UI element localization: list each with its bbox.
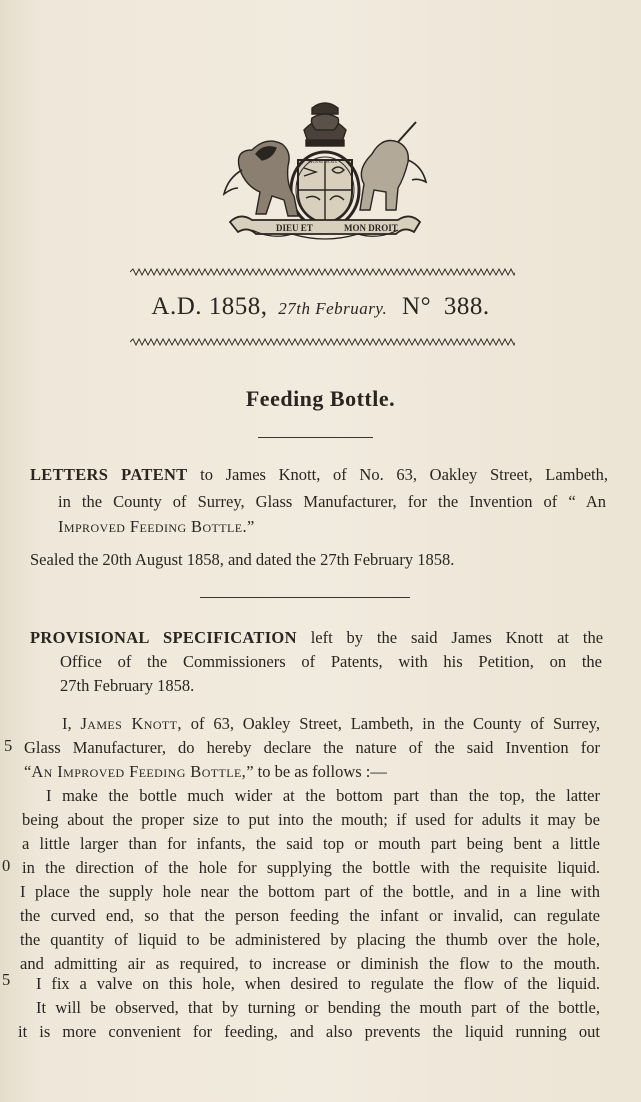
- body-line-3: [24, 760, 387, 784]
- heading-ad: A.D.: [151, 293, 203, 320]
- emblem-motto-right: MON DROIT: [344, 223, 398, 233]
- body-line-11: and admitting air as required, to increase or diminish the flow to the mouth.: [20, 954, 600, 973]
- body-line-13: It will be observed, that by turning or bending the mouth part of the bottle,: [36, 998, 600, 1017]
- body-line-2: Glass Manufacturer, do hereby declare the nature of the said Invention for: [24, 738, 600, 757]
- patent-heading: [0, 293, 641, 321]
- wavy-rule-top: [130, 268, 515, 276]
- body-line-1-start: I,: [62, 714, 72, 733]
- letters-patent-line-2: in the County of Surrey, Glass Manufacturer, for the Invention of “ An: [58, 492, 606, 511]
- heading-number: 388.: [443, 293, 490, 320]
- heading-year: 1858,: [208, 293, 268, 320]
- body-line-10: the quantity of liquid to be administered by placing the thumb over the hole,: [20, 930, 600, 949]
- provisional-line-3: 27th February 1858.: [60, 676, 195, 695]
- section-rule: [200, 597, 410, 598]
- body-line-1-rest: of 63, Oakley Street, Lambeth, in the County of Surrey,: [190, 714, 601, 733]
- body-line-4: I make the bottle much wider at the bottom part than the top, the latter: [46, 786, 600, 805]
- provisional-line-2: Office of the Commissioners of Patents, with his Petition, on the: [60, 652, 602, 671]
- sealed-line: Sealed the 20th August 1858, and dated the 27th February 1858.: [30, 550, 455, 569]
- margin-line-number: 5: [4, 736, 13, 755]
- heading-number-label: N°: [402, 293, 432, 320]
- provisional-lead: PROVISIONAL SPECIFICATION: [30, 628, 297, 647]
- body-line-12: I fix a valve on this hole, when desired to regulate the flow of the liquid.: [36, 974, 600, 993]
- body-line-9: the curved end, so that the person feeding the infant or invalid, can regulate: [20, 906, 600, 925]
- provisional-line-1: [30, 626, 603, 650]
- invention-name-close: ”: [246, 517, 255, 536]
- wavy-rule-bottom: [130, 338, 515, 346]
- letters-patent-line-1-text: to James Knott, of No. 63, Oakley Street, Lambeth,: [200, 465, 609, 484]
- body-line-3-end: ” to be as follows :—: [246, 762, 387, 781]
- body-line-5: being about the proper size to put into the mouth; if used for adults it may be: [22, 810, 600, 829]
- body-line-3-open: “: [24, 762, 32, 781]
- letters-patent-lead: LETTERS PATENT: [30, 465, 188, 484]
- provisional-line-1-text: left by the said James Knott at the: [310, 628, 604, 647]
- title-rule: [258, 437, 373, 438]
- inventor-name: James Knott,: [80, 714, 182, 733]
- letters-patent-line-1: [30, 463, 608, 487]
- body-line-7: in the direction of the hole for supplying the bottle with the requisite liquid.: [22, 858, 600, 877]
- document-title: Feeding Bottle.: [245, 386, 396, 411]
- emblem-motto-left: DIEU ET: [276, 223, 313, 233]
- body-line-6: a little larger than for infants, the said top or mouth part being bent a little: [22, 834, 600, 853]
- heading-date: 27th February.: [278, 299, 388, 318]
- letters-patent-line-3: [58, 515, 254, 539]
- body-invention-name: An Improved Feeding Bottle,: [31, 762, 247, 781]
- royal-coat-of-arms-emblem: [212, 100, 438, 246]
- emblem-motto-garter: HONI SOIT: [308, 159, 338, 165]
- invention-name: Improved Feeding Bottle.: [58, 517, 247, 536]
- margin-line-number: 5: [2, 970, 11, 989]
- body-line-8: I place the supply hole near the bottom part of the bottle, and in a line with: [20, 882, 600, 901]
- body-line-14: it is more convenient for feeding, and also prevents the liquid running out: [18, 1022, 600, 1041]
- body-line-1: [62, 712, 600, 736]
- margin-line-number: 0: [2, 856, 11, 875]
